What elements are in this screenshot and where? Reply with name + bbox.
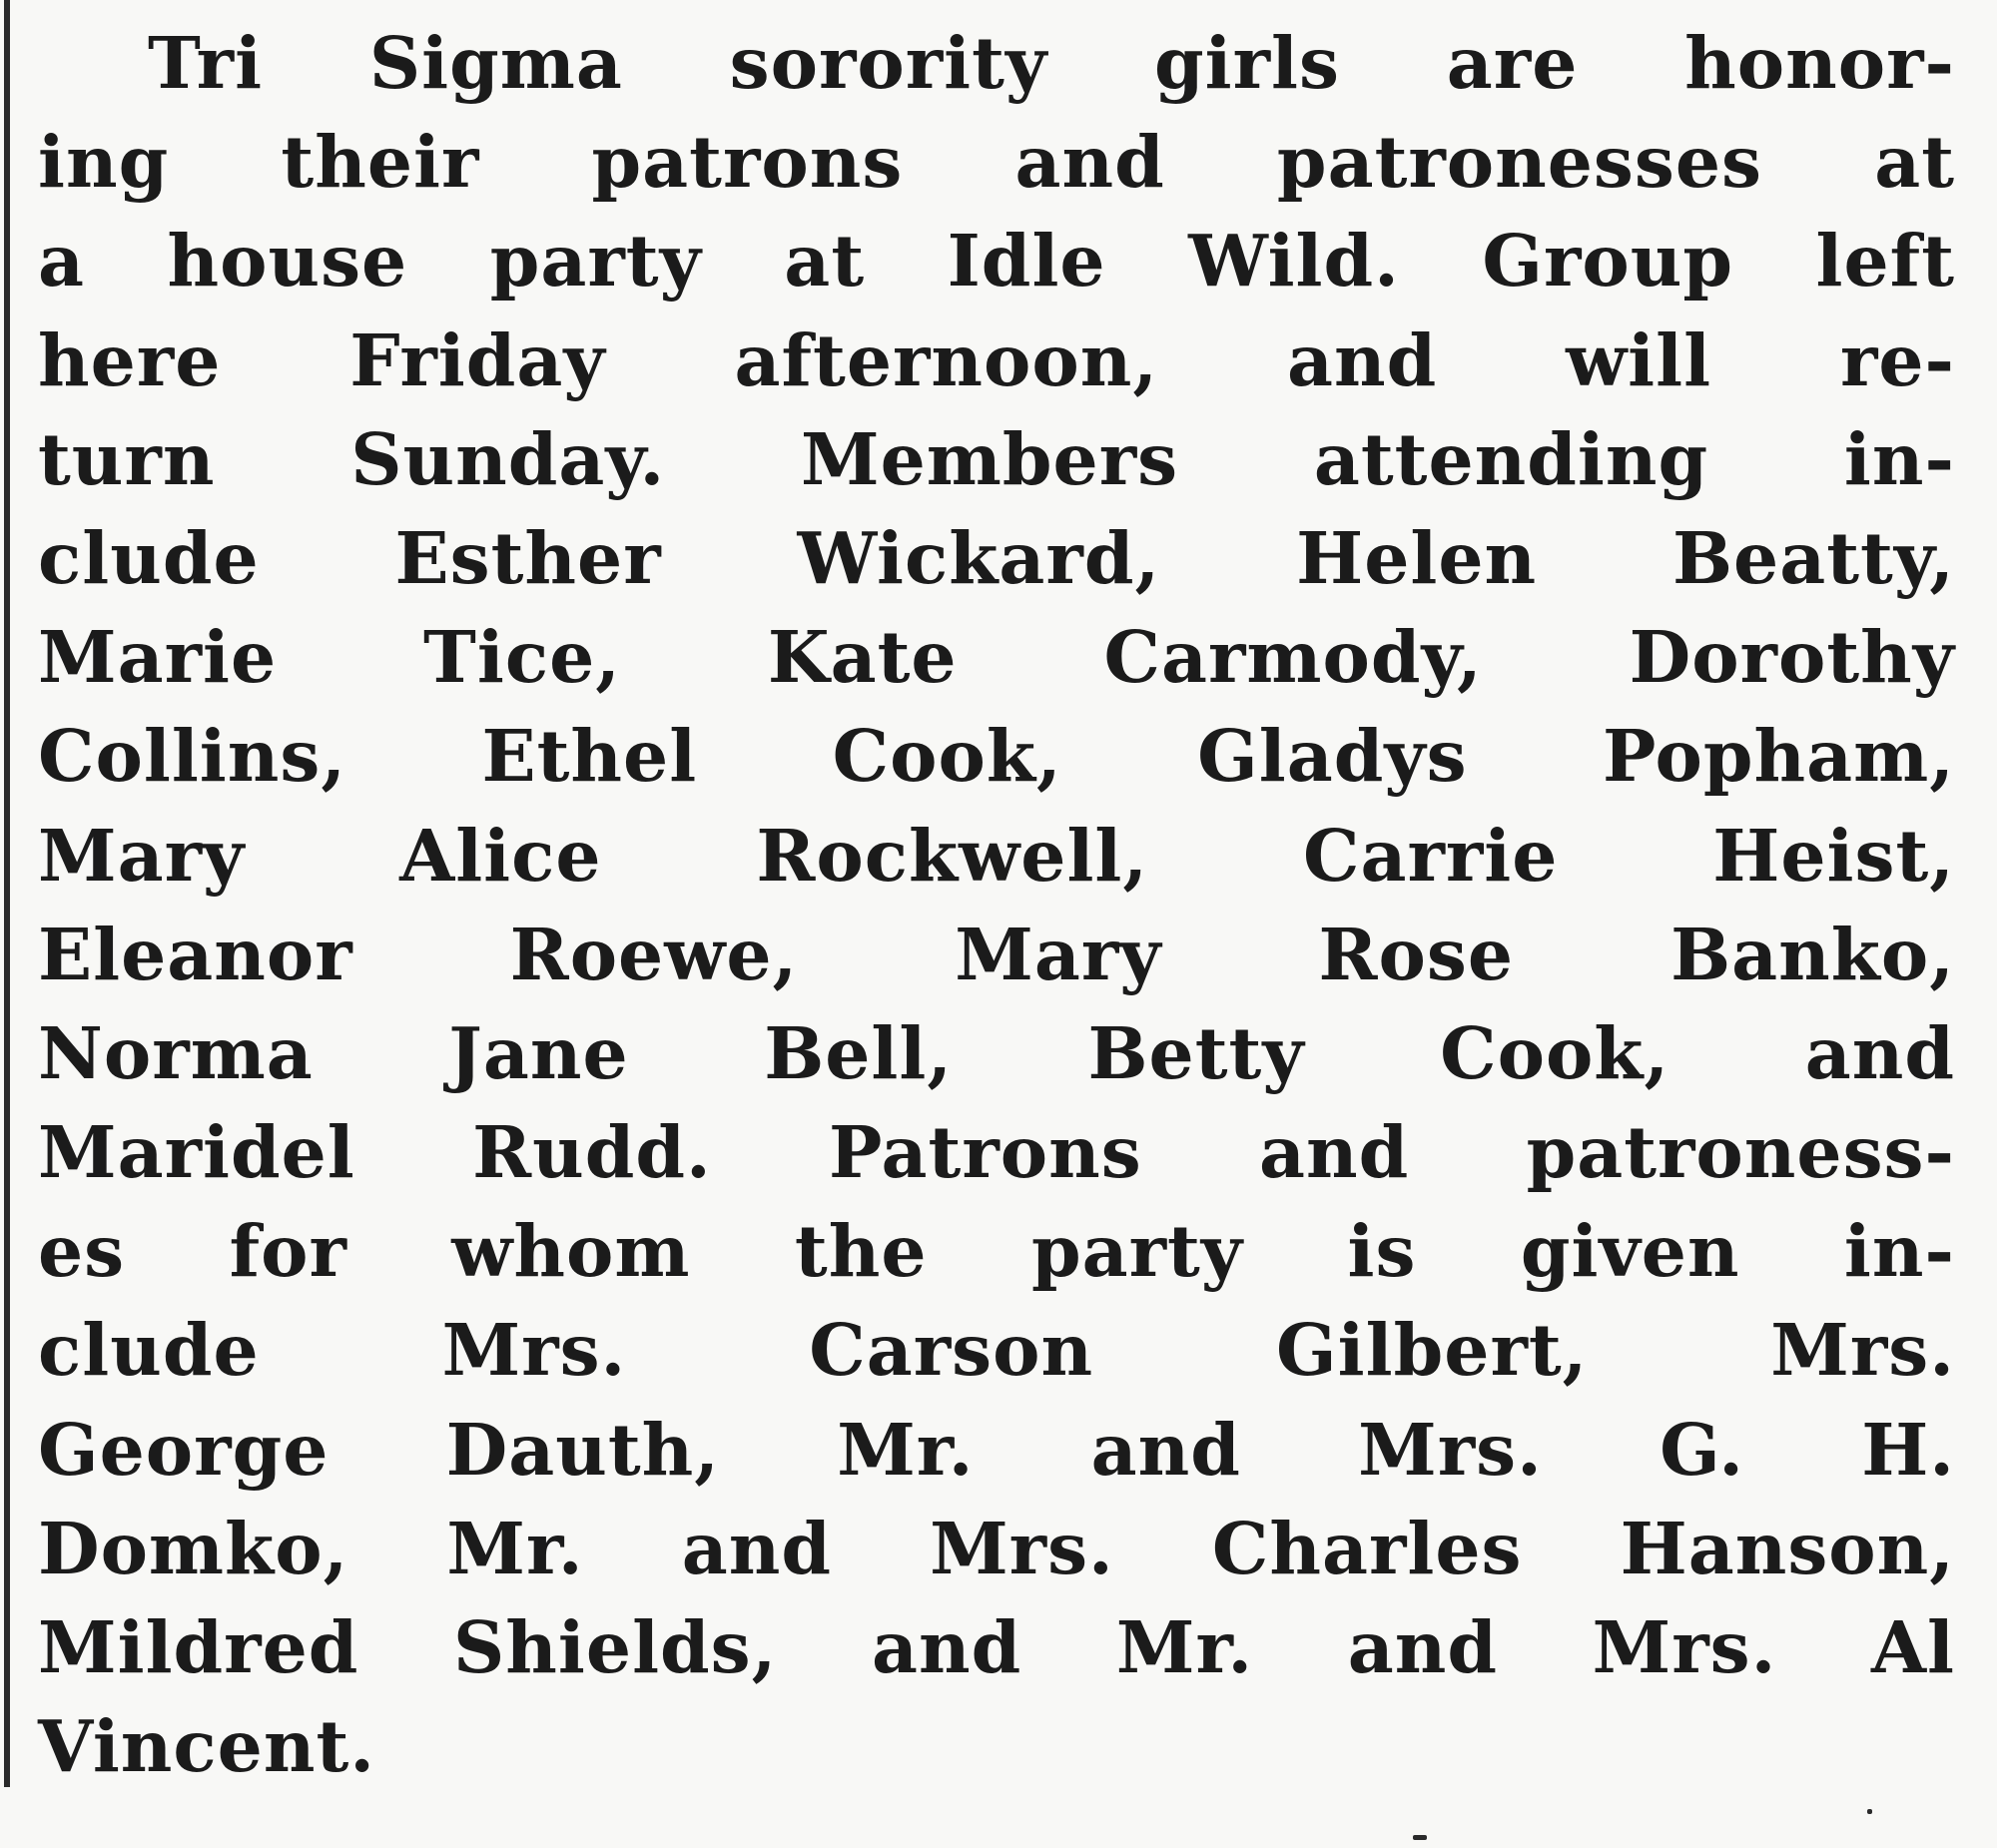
article-line: here Friday afternoon, and will re- [38,317,1955,402]
article-line: es for whom the party is given in- [38,1209,1955,1294]
article-line: ing their patrons and patronesses at [38,120,1955,205]
article-body [38,14,1955,1796]
article-line: Maridel Rudd. Patrons and patroness- [38,1110,1955,1195]
article-line: George Dauth, Mr. and Mrs. G. H. [38,1407,1955,1492]
print-speck [1413,1835,1427,1840]
article-line: Domko, Mr. and Mrs. Charles Hanson, [38,1506,1955,1590]
article-line: Mary Alice Rockwell, Carrie Heist, [38,813,1955,898]
article-line: Vincent. [38,1704,375,1789]
article-line: Eleanor Roewe, Mary Rose Banko, [38,912,1955,996]
article-line: Mildred Shields, and Mr. and Mrs. Al [38,1605,1955,1689]
article-line: a house party at Idle Wild. Group left [38,219,1955,304]
article-line: clude Esther Wickard, Helen Beatty, [38,515,1955,600]
column-rule [4,0,10,1787]
article-line: turn Sunday. Members attending in- [38,416,1955,501]
print-speck [1867,1809,1872,1814]
article-line: Collins, Ethel Cook, Gladys Popham, [38,714,1955,799]
article-line: Tri Sigma sorority girls are honor- [148,21,1955,105]
article-line: clude Mrs. Carson Gilbert, Mrs. [38,1308,1955,1393]
article-line: Marie Tice, Kate Carmody, Dorothy [38,615,1955,700]
article-line: Norma Jane Bell, Betty Cook, and [38,1010,1955,1095]
